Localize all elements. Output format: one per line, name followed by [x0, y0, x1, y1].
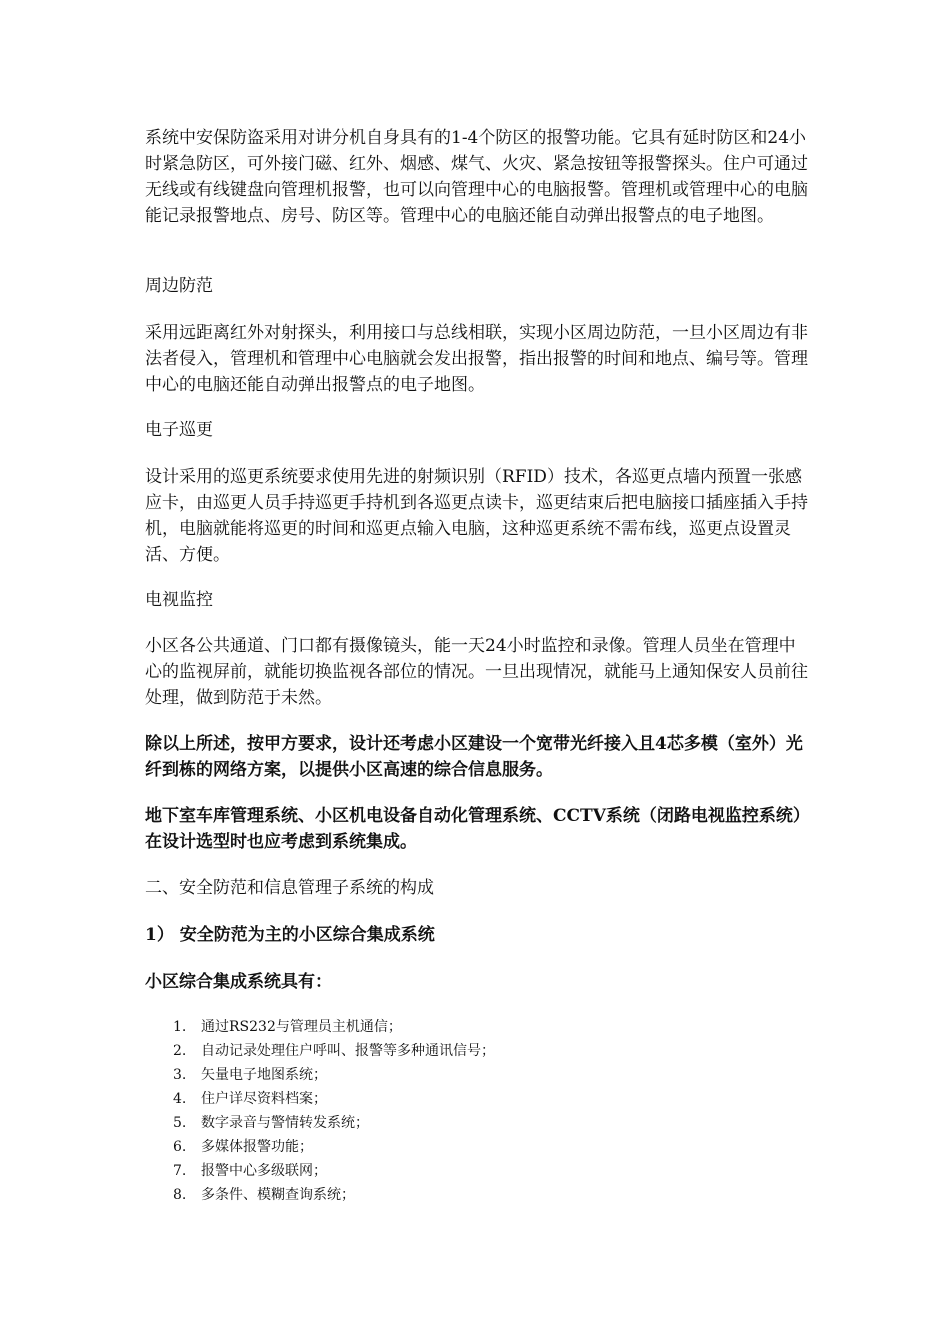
- list-item: [145, 1015, 810, 1039]
- paragraph-perimeter-defense: 采用远距离红外对射探头，利用接口与总线相联，实现小区周边防范，一旦小区周边有非法者侵入，管理机和管理中心电脑就会发出报警，指出报警的时间和地点、编号等。管理中心的电脑还能自动弹出报警点的电子地图。: [145, 323, 808, 395]
- paragraph-system-integration: 地下室车库管理系统、小区机电设备自动化管理系统、CCTV系统（闭路电视监控系统）在设计选型时也应考虑到系统集成。: [145, 806, 810, 852]
- list-item-text: 住户详尽资料档案；: [201, 1091, 327, 1107]
- list-item-text: 多媒体报警功能；: [201, 1139, 313, 1155]
- list-item-number: 6.: [173, 1139, 187, 1155]
- list-item-number: 4.: [173, 1091, 187, 1107]
- list-item-text: 矢量电子地图系统；: [201, 1067, 327, 1083]
- list-item-number: 3.: [173, 1067, 187, 1083]
- heading-perimeter-defense: 周边防范: [145, 276, 213, 296]
- list-intro: 小区综合集成系统具有：: [145, 972, 332, 992]
- list-item-text: 报警中心多级联网；: [201, 1163, 327, 1179]
- paragraph-tv-monitoring: 小区各公共通道、门口都有摄像镜头，能一天24小时监控和录像。管理人员坐在管理中心的监视屏前，就能切换监视各部位的情况。一旦出现情况，就能马上通知保安人员前往处理，做到防范于未然。: [145, 636, 808, 708]
- paragraph-broadband-plan: 除以上所述，按甲方要求，设计还考虑小区建设一个宽带光纤接入且4芯多模（室外）光纤到栋的网络方案，以提供小区高速的综合信息服务。: [145, 734, 803, 780]
- list-item: [145, 1087, 810, 1111]
- subheading-integrated-system: 1） 安全防范为主的小区综合集成系统: [145, 925, 435, 945]
- list-item: [145, 1039, 810, 1063]
- list-item-text: 数字录音与警情转发系统；: [201, 1115, 369, 1131]
- list-item-number: 7.: [173, 1163, 187, 1179]
- list-item: [145, 1111, 810, 1135]
- list-item-text: 通过RS232与管理员主机通信；: [201, 1019, 402, 1035]
- list-item: [145, 1159, 810, 1183]
- list-item: [145, 1183, 810, 1207]
- heading-tv-monitoring: 电视监控: [145, 590, 213, 610]
- list-item-number: 8.: [173, 1187, 187, 1203]
- heading-electronic-patrol: 电子巡更: [145, 420, 213, 440]
- list-item: [145, 1063, 810, 1087]
- list-item-text: 自动记录处理住户呼叫、报警等多种通讯信号；: [201, 1043, 495, 1059]
- list-item: [145, 1135, 810, 1159]
- list-item-number: 1.: [173, 1019, 187, 1035]
- list-item-text: 多条件、模糊查询系统；: [201, 1187, 355, 1203]
- feature-list: [145, 1015, 810, 1207]
- paragraph-security-alarm: 系统中安保防盗采用对讲分机自身具有的1-4个防区的报警功能。它具有延时防区和24小时紧急防区，可外接门磁、红外、烟感、煤气、火灾、紧急按钮等报警探头。住户可通过无线或有线键盘向管理机报警，也可以向管理中心的电脑报警。管理机或管理中心的电脑能记录报警地点、房号、防区等。管理中心的电脑还能自动弹出报警点的电子地图。: [145, 128, 808, 226]
- list-item-number: 2.: [173, 1043, 187, 1059]
- section-heading-2: 二、安全防范和信息管理子系统的构成: [145, 878, 434, 898]
- paragraph-electronic-patrol: 设计采用的巡更系统要求使用先进的射频识别（RFID）技术，各巡更点墙内预置一张感应卡，由巡更人员手持巡更手持机到各巡更点读卡，巡更结束后把电脑接口插座插入手持机，电脑就能将巡更的时间和巡更点输入电脑，这种巡更系统不需布线，巡更点设置灵活、方便。: [145, 467, 808, 565]
- list-item-number: 5.: [173, 1115, 187, 1131]
